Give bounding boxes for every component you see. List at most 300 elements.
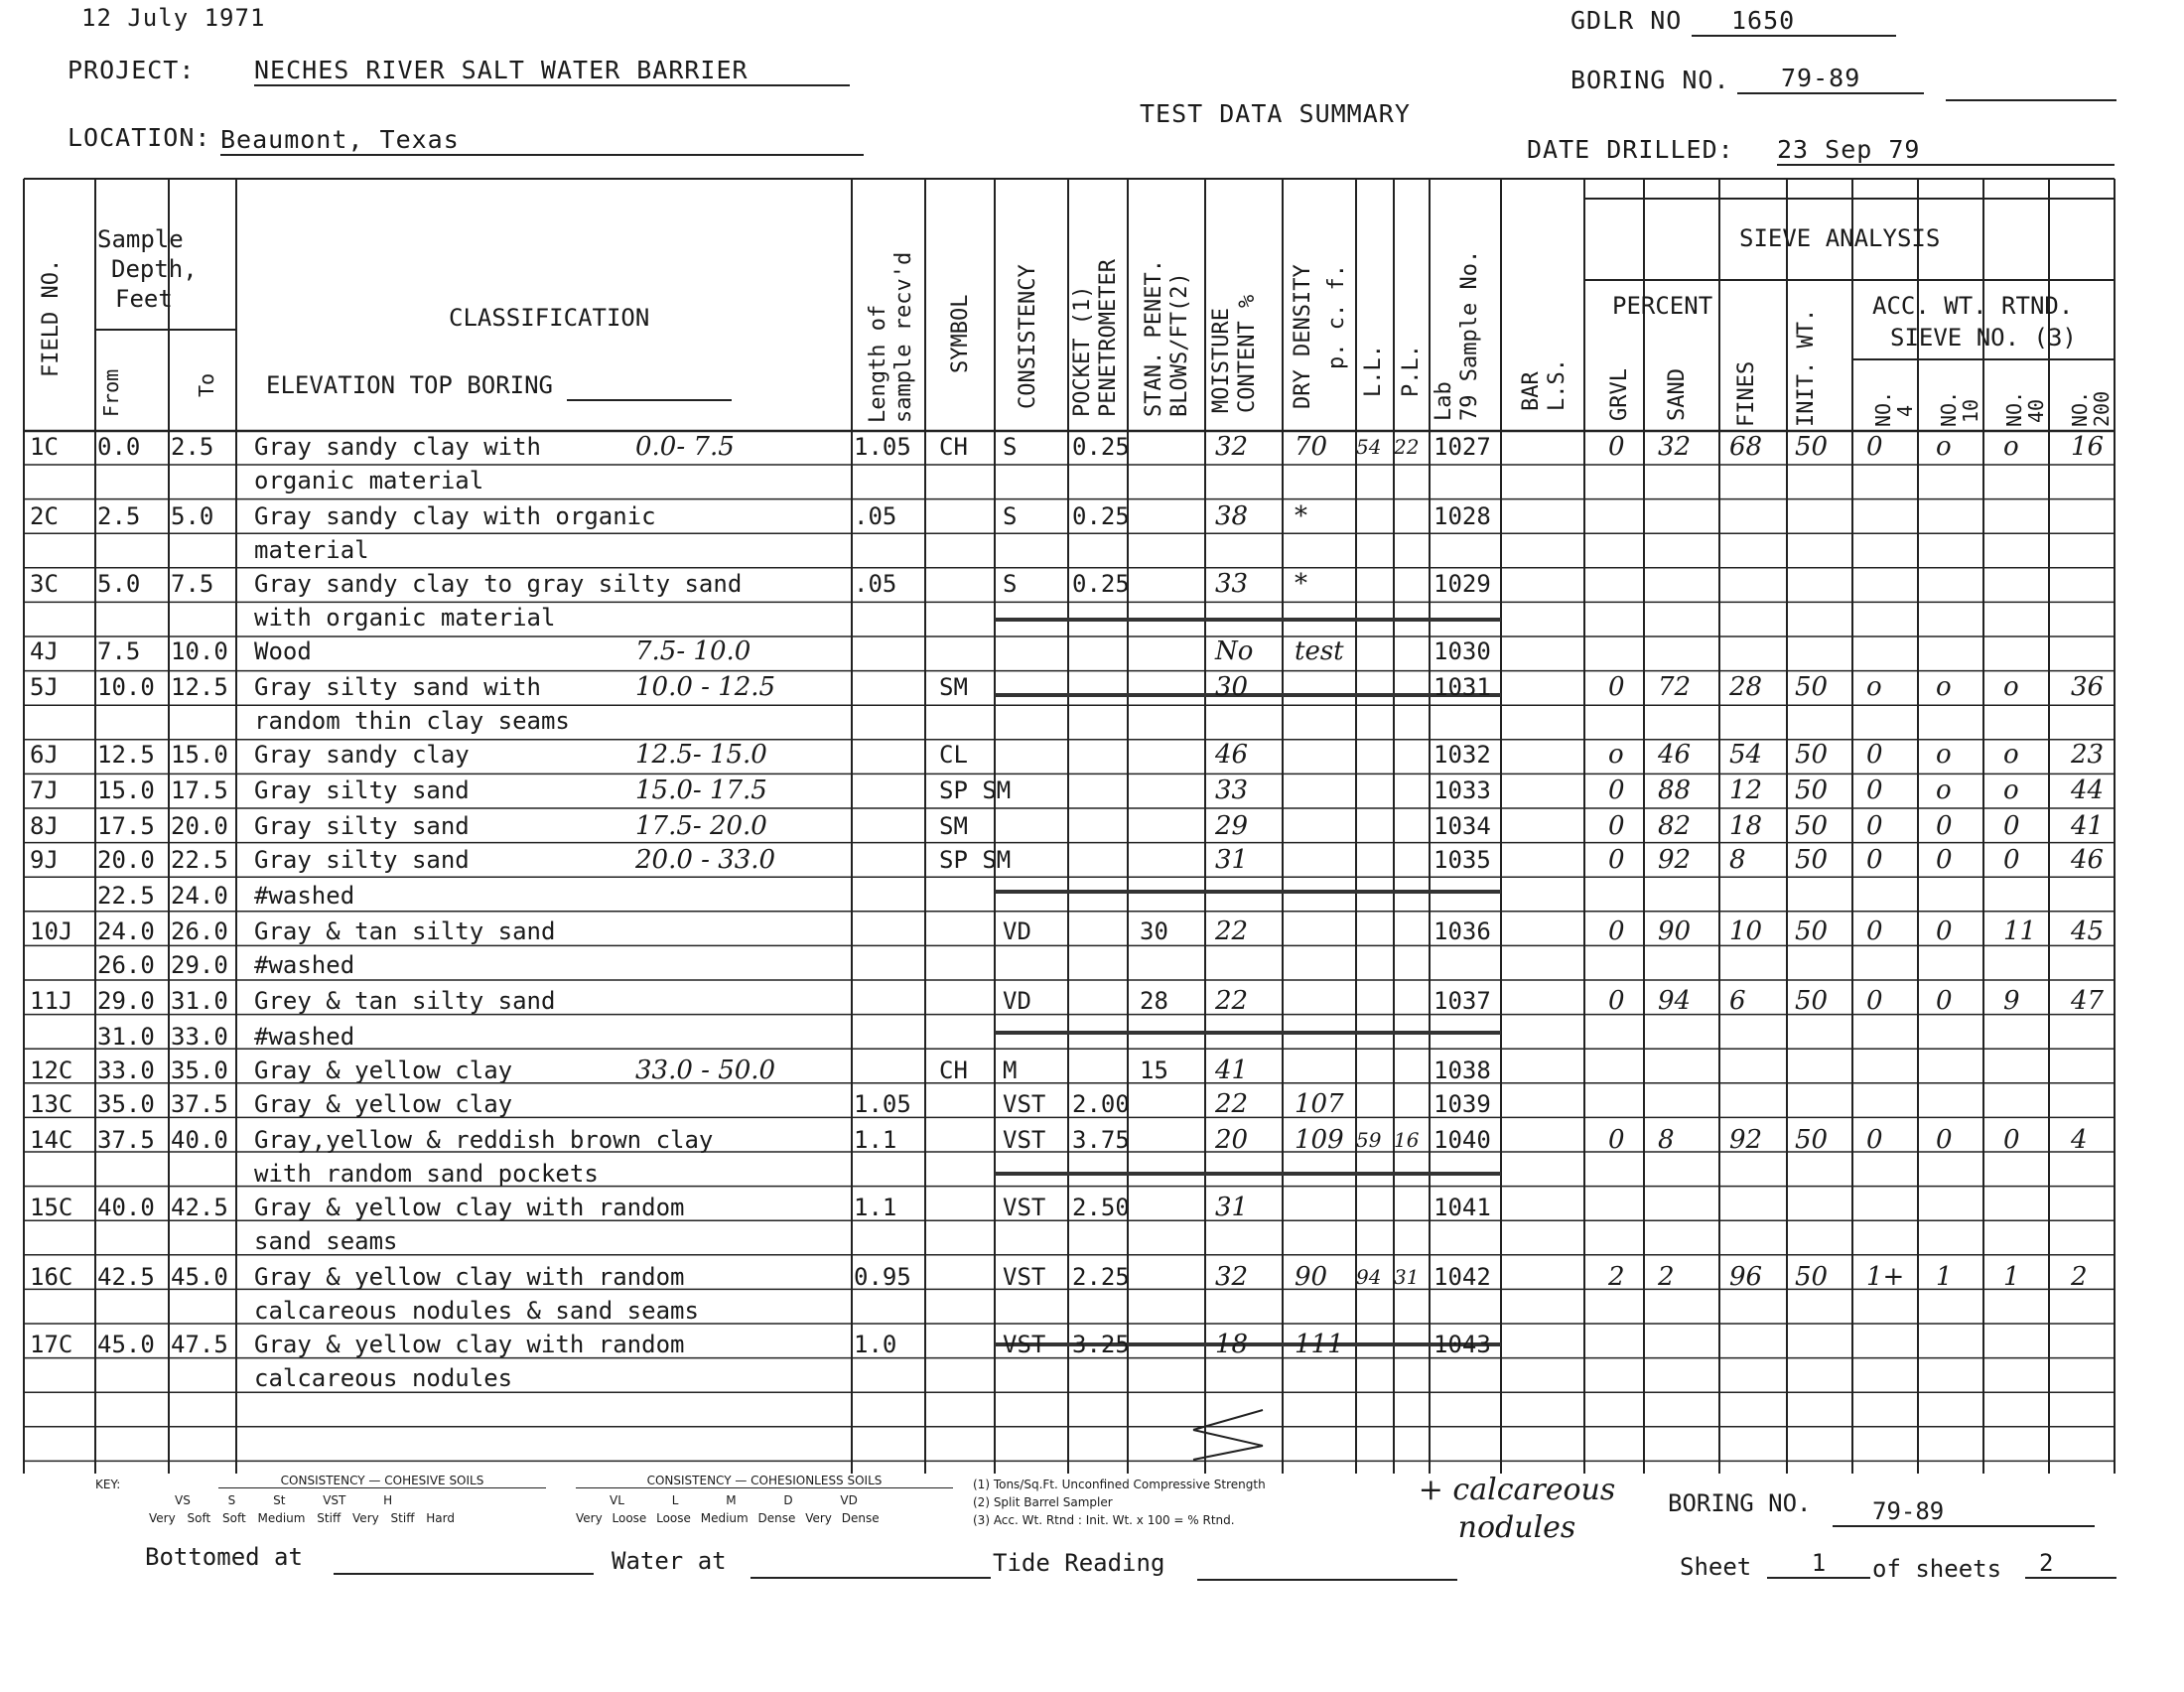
cell-field: 17C xyxy=(30,1331,73,1358)
cell-cls: Gray sandy clay with xyxy=(254,433,541,461)
cell-mc: 20 xyxy=(1215,1125,1249,1155)
cell-from: 42.5 xyxy=(97,1263,155,1291)
cell-grvl: 2 xyxy=(1608,1262,1625,1292)
col-acc-wt: ACC. WT. RTND. SIEVE NO. (3) xyxy=(1872,292,2077,352)
cell-dd: 111 xyxy=(1295,1330,1344,1359)
cohesive-title: CONSISTENCY — COHESIVE SOILS xyxy=(218,1474,546,1488)
footer-boring-label: BORING NO. xyxy=(1668,1489,1812,1517)
cell-grvl: 0 xyxy=(1608,672,1625,702)
cell-mc: 30 xyxy=(1215,672,1249,702)
grid-line xyxy=(1193,1446,1263,1460)
cell-pocket: 2.00 xyxy=(1072,1090,1130,1118)
cell-classification-line2: calcareous nodules & sand seams xyxy=(254,1297,699,1325)
cell-n4: 0 xyxy=(1866,845,1883,875)
col-moisture: MOISTURE CONTENT % xyxy=(1209,294,1260,413)
cell-lab: 1035 xyxy=(1433,846,1491,874)
cell-lab: 1033 xyxy=(1433,776,1491,804)
cell-pl: 31 xyxy=(1394,1265,1420,1289)
cell-to: 17.5 xyxy=(171,776,228,804)
cell-fines: 96 xyxy=(1729,1262,1763,1292)
cell-field: 10J xyxy=(30,917,73,945)
cell-len: 1.05 xyxy=(854,1090,911,1118)
cell-dd: 109 xyxy=(1295,1125,1344,1155)
cell-n10: 1 xyxy=(1936,1262,1953,1292)
cell-lab: 1031 xyxy=(1433,673,1491,701)
boring-number: 79-89 xyxy=(1737,64,1924,94)
cell-field: 9J xyxy=(30,846,59,874)
footnote-1: (1) Tons/Sq.Ft. Unconfined Compressive Strength xyxy=(973,1478,1266,1491)
col-init-wt: INIT. WT. xyxy=(1794,308,1819,427)
cell-lab: 1037 xyxy=(1433,987,1491,1015)
cell-len: .05 xyxy=(854,570,897,598)
col-classification: CLASSIFICATION xyxy=(449,304,650,332)
gdlr-label: GDLR NO xyxy=(1570,6,1683,35)
cell-n10: o xyxy=(1936,672,1952,702)
cell-mc: 46 xyxy=(1215,740,1249,770)
cell-classification-line2: material xyxy=(254,536,369,564)
cell-fines: 8 xyxy=(1729,845,1746,875)
cell-field: 1C xyxy=(30,433,59,461)
cell-lab: 1032 xyxy=(1433,741,1491,769)
cell-sym: CL xyxy=(939,741,968,769)
cell-note: 17.5- 20.0 xyxy=(635,811,767,841)
col-elevation: ELEVATION TOP BORING xyxy=(266,371,732,401)
cell-cls: Gray sandy clay xyxy=(254,741,470,769)
cell-cls: Gray & yellow clay with random xyxy=(254,1263,685,1291)
cell-n200: 47 xyxy=(2071,986,2105,1016)
cell-sand: 2 xyxy=(1658,1262,1675,1292)
cell-n200: 46 xyxy=(2071,845,2105,875)
cell-field: 7J xyxy=(30,776,59,804)
cell-cls: Wood xyxy=(254,637,312,665)
cell-n200: 45 xyxy=(2071,916,2105,946)
cell-mc: 32 xyxy=(1215,1262,1249,1292)
cell-n10: 0 xyxy=(1936,986,1953,1016)
cell-n40: 11 xyxy=(2003,916,2037,946)
cell-cls: Grey & tan silty sand xyxy=(254,987,556,1015)
cell-field: 6J xyxy=(30,741,59,769)
cell-fines: 10 xyxy=(1729,916,1763,946)
col-fines: FINES xyxy=(1734,360,1759,427)
cell-cls: Gray & yellow clay xyxy=(254,1057,513,1084)
cell-len: 1.1 xyxy=(854,1126,897,1154)
cell-sand: 8 xyxy=(1658,1125,1675,1155)
cell-n200: 44 xyxy=(2071,776,2105,805)
tide-label: Tide Reading xyxy=(993,1549,1165,1577)
cell-pocket: 0.25 xyxy=(1072,433,1130,461)
cell-sand: 94 xyxy=(1658,986,1692,1016)
location-label: LOCATION: xyxy=(68,123,211,152)
col-symbol: SYMBOL xyxy=(948,294,973,373)
cell-init: 50 xyxy=(1795,672,1829,702)
cell-n200: 41 xyxy=(2071,811,2105,841)
cell-field: 13C xyxy=(30,1090,73,1118)
cell-to: 7.5 xyxy=(171,570,214,598)
cell-from: 5.0 xyxy=(97,570,141,598)
cell-n4: 0 xyxy=(1866,986,1883,1016)
cell-to: 35.0 xyxy=(171,1057,228,1084)
cell-init: 50 xyxy=(1795,811,1829,841)
cell-n4: 1+ xyxy=(1866,1262,1905,1292)
cell-n40: 0 xyxy=(2003,845,2020,875)
cell-to: 12.5 xyxy=(171,673,228,701)
cohesive-words: Very Soft Soft Medium Stiff Very Stiff Hard xyxy=(149,1511,455,1525)
cell-grvl: 0 xyxy=(1608,986,1625,1016)
cell-to: 45.0 xyxy=(171,1263,228,1291)
col-sieve-analysis: SIEVE ANALYSIS xyxy=(1739,224,1941,252)
date-drilled-value: 23 Sep 79 xyxy=(1777,135,2115,166)
cell-mc: 31 xyxy=(1215,1193,1249,1222)
cell-lab: 1029 xyxy=(1433,570,1491,598)
cell-init: 50 xyxy=(1795,916,1829,946)
cell-from: 24.0 xyxy=(97,917,155,945)
grid-line xyxy=(1193,1430,1263,1446)
cell-cls: Gray & yellow clay with random xyxy=(254,1194,685,1221)
cell-from: 7.5 xyxy=(97,637,141,665)
col-no40: NO. 40 xyxy=(2002,390,2048,427)
cell-note: 33.0 - 50.0 xyxy=(635,1056,776,1085)
cell-from: 35.0 xyxy=(97,1090,155,1118)
project-label: PROJECT: xyxy=(68,56,196,84)
cell-grvl: 0 xyxy=(1608,776,1625,805)
cell-init: 50 xyxy=(1795,986,1829,1016)
cell-fines: 18 xyxy=(1729,811,1763,841)
cell-init: 50 xyxy=(1795,432,1829,462)
cell-note: 20.0 - 33.0 xyxy=(635,845,776,875)
cell-cons: VD xyxy=(1003,917,1031,945)
cell-cls: Gray sandy clay with organic xyxy=(254,502,656,530)
cell-from: 20.0 xyxy=(97,846,155,874)
cell-n200: 16 xyxy=(2071,432,2105,462)
cell-fines: 92 xyxy=(1729,1125,1763,1155)
cell-pocket: 2.25 xyxy=(1072,1263,1130,1291)
cell-from: 17.5 xyxy=(97,812,155,840)
cell-n200: 2 xyxy=(2071,1262,2088,1292)
cell-grvl: o xyxy=(1608,740,1624,770)
cell-cls: Gray silty sand with xyxy=(254,673,541,701)
cell-cons: M xyxy=(1003,1057,1018,1084)
cell-mc: 22 xyxy=(1215,1089,1249,1119)
cell-cls: #washed xyxy=(254,951,355,979)
cell-fines: 12 xyxy=(1729,776,1763,805)
cell-n10: 0 xyxy=(1936,1125,1953,1155)
cell-cls: Gray,yellow & reddish brown clay xyxy=(254,1126,714,1154)
cell-sand: 90 xyxy=(1658,916,1692,946)
col-pl: P.L. xyxy=(1399,345,1424,397)
cell-init: 50 xyxy=(1795,845,1829,875)
footnote-3: (3) Acc. Wt. Rtnd : Init. Wt. x 100 = % Rtnd. xyxy=(973,1513,1235,1527)
col-dry-density: DRY DENSITY p. c. f. xyxy=(1291,264,1349,409)
col-field-no: FIELD NO. xyxy=(39,258,64,377)
tide-field xyxy=(1197,1579,1457,1581)
col-to: To xyxy=(195,372,218,397)
cell-n4: 0 xyxy=(1866,740,1883,770)
cell-init: 50 xyxy=(1795,1262,1829,1292)
cell-to: 24.0 xyxy=(171,882,228,910)
cell-n10: o xyxy=(1936,776,1952,805)
cell-mc: 31 xyxy=(1215,845,1249,875)
cell-field: 15C xyxy=(30,1194,73,1221)
water-label: Water at xyxy=(612,1547,727,1575)
cell-pl: 22 xyxy=(1394,435,1420,459)
cohesive-codes: VS S St VST H xyxy=(175,1493,393,1507)
cell-sym: SM xyxy=(939,673,968,701)
cell-classification-line2: with random sand pockets xyxy=(254,1160,599,1188)
cell-dd: test xyxy=(1295,636,1344,666)
cell-sand: 32 xyxy=(1658,432,1692,462)
cell-dd: * xyxy=(1295,569,1307,599)
cell-sand: 88 xyxy=(1658,776,1692,805)
col-percent: PERCENT xyxy=(1612,292,1713,320)
cell-lab: 1027 xyxy=(1433,433,1491,461)
cell-n4: o xyxy=(1866,672,1882,702)
cell-cons: S xyxy=(1003,570,1018,598)
cell-sym: SM xyxy=(939,812,968,840)
cell-lab: 1028 xyxy=(1433,502,1491,530)
cell-cls: Gray & tan silty sand xyxy=(254,917,556,945)
cell-pocket: 2.50 xyxy=(1072,1194,1130,1221)
cell-lab: 1038 xyxy=(1433,1057,1491,1084)
cell-sym: SP SM xyxy=(939,846,1012,874)
cell-cons: VST xyxy=(1003,1331,1046,1358)
col-sand: SAND xyxy=(1665,368,1690,421)
cell-cls: Gray sandy clay to gray silty sand xyxy=(254,570,743,598)
cell-len: .05 xyxy=(854,502,897,530)
cell-classification-line2: calcareous nodules xyxy=(254,1364,513,1392)
cell-from: 33.0 xyxy=(97,1057,155,1084)
cell-dd: 70 xyxy=(1295,432,1328,462)
cell-note: 0.0- 7.5 xyxy=(635,432,735,462)
cell-ll: 59 xyxy=(1356,1128,1382,1152)
cell-mc: 22 xyxy=(1215,986,1249,1016)
col-ll: L.L. xyxy=(1361,345,1386,397)
sheet-number: 1 xyxy=(1767,1549,1870,1579)
col-pocket: POCKET (1) PENETROMETER xyxy=(1070,259,1121,417)
gdlr-number: 1650 xyxy=(1692,6,1896,37)
cell-cls: #washed xyxy=(254,882,355,910)
bottomed-field xyxy=(334,1573,594,1575)
cell-len: 1.0 xyxy=(854,1331,897,1358)
cell-n40: o xyxy=(2003,740,2019,770)
cell-note: 12.5- 15.0 xyxy=(635,740,767,770)
cell-lab: 1036 xyxy=(1433,917,1491,945)
cell-to: 31.0 xyxy=(171,987,228,1015)
cell-cons: VST xyxy=(1003,1263,1046,1291)
cell-pl: 16 xyxy=(1394,1128,1420,1152)
cell-from: 29.0 xyxy=(97,987,155,1015)
cell-classification-line2: sand seams xyxy=(254,1227,398,1255)
cell-sand: 82 xyxy=(1658,811,1692,841)
cell-cls: #washed xyxy=(254,1023,355,1051)
footer-boring-number: 79-89 xyxy=(1833,1497,2095,1527)
cell-mc: 41 xyxy=(1215,1056,1249,1085)
bottomed-label: Bottomed at xyxy=(145,1543,303,1571)
footnote-2: (2) Split Barrel Sampler xyxy=(973,1495,1113,1509)
cell-cls: Gray silty sand xyxy=(254,776,470,804)
cell-fines: 28 xyxy=(1729,672,1763,702)
cell-mc: 18 xyxy=(1215,1330,1249,1359)
cell-to: 10.0 xyxy=(171,637,228,665)
document-date: 12 July 1971 xyxy=(81,4,266,32)
cell-classification-line2: with organic material xyxy=(254,604,556,632)
cell-n4: 0 xyxy=(1866,1125,1883,1155)
cell-dd: 90 xyxy=(1295,1262,1328,1292)
cell-n4: 0 xyxy=(1866,776,1883,805)
cell-n40: 0 xyxy=(2003,811,2020,841)
cell-grvl: 0 xyxy=(1608,432,1625,462)
col-consistency: CONSISTENCY xyxy=(1016,264,1040,409)
cell-sand: 46 xyxy=(1658,740,1692,770)
cell-to: 20.0 xyxy=(171,812,228,840)
cell-len: 1.05 xyxy=(854,433,911,461)
cell-ll: 54 xyxy=(1356,435,1382,459)
cell-n40: o xyxy=(2003,672,2019,702)
cell-from: 15.0 xyxy=(97,776,155,804)
cell-n10: 0 xyxy=(1936,811,1953,841)
cell-dd: * xyxy=(1295,501,1307,531)
cell-field: 14C xyxy=(30,1126,73,1154)
cell-len: 1.1 xyxy=(854,1194,897,1221)
cell-from: 45.0 xyxy=(97,1331,155,1358)
cell-lab: 1042 xyxy=(1433,1263,1491,1291)
cell-n200: 23 xyxy=(2071,740,2105,770)
cell-classification-line2: organic material xyxy=(254,467,484,494)
cell-to: 33.0 xyxy=(171,1023,228,1051)
cell-from: 2.5 xyxy=(97,502,141,530)
cell-stan: 28 xyxy=(1140,987,1168,1015)
cell-from: 26.0 xyxy=(97,951,155,979)
cell-grvl: 0 xyxy=(1608,811,1625,841)
date-drilled-label: DATE DRILLED: xyxy=(1527,135,1734,164)
cell-lab: 1030 xyxy=(1433,637,1491,665)
sheet-label: Sheet xyxy=(1680,1553,1752,1581)
cell-from: 40.0 xyxy=(97,1194,155,1221)
cell-cons: VST xyxy=(1003,1090,1046,1118)
cell-stan: 15 xyxy=(1140,1057,1168,1084)
cell-lab: 1040 xyxy=(1433,1126,1491,1154)
col-lab: Lab 79 Sample No. xyxy=(1432,249,1482,421)
cell-sand: 72 xyxy=(1658,672,1692,702)
col-length: Length of sample recv'd xyxy=(866,251,916,423)
cell-field: 16C xyxy=(30,1263,73,1291)
handwritten-note: + calcareous nodules xyxy=(1418,1473,1616,1545)
col-stan: STAN. PENET. BLOWS/FT(2) xyxy=(1142,259,1192,417)
boring-label: BORING NO. xyxy=(1570,66,1730,94)
cell-n40: 1 xyxy=(2003,1262,2020,1292)
col-sample-depth: Sample Depth, Feet xyxy=(97,225,198,313)
cell-mc: 32 xyxy=(1215,432,1249,462)
cell-mc: 33 xyxy=(1215,569,1249,599)
cell-init: 50 xyxy=(1795,740,1829,770)
cell-field: 4J xyxy=(30,637,59,665)
cell-fines: 54 xyxy=(1729,740,1763,770)
cell-field: 5J xyxy=(30,673,59,701)
cell-mc: 22 xyxy=(1215,916,1249,946)
location-value: Beaumont, Texas xyxy=(220,125,864,156)
cell-sym: CH xyxy=(939,1057,968,1084)
col-no10: NO. 10 xyxy=(1937,390,1982,427)
cell-grvl: 0 xyxy=(1608,1125,1625,1155)
cohesionless-title: CONSISTENCY — COHESIONLESS SOILS xyxy=(576,1474,953,1488)
cell-to: 22.5 xyxy=(171,846,228,874)
cell-lab: 1043 xyxy=(1433,1331,1491,1358)
cell-init: 50 xyxy=(1795,776,1829,805)
cell-to: 40.0 xyxy=(171,1126,228,1154)
cell-from: 0.0 xyxy=(97,433,141,461)
cell-lab: 1039 xyxy=(1433,1090,1491,1118)
cell-cons: VST xyxy=(1003,1126,1046,1154)
cell-to: 26.0 xyxy=(171,917,228,945)
cell-sym: SP SM xyxy=(939,776,1012,804)
cohesionless-words: Very Loose Loose Medium Dense Very Dense xyxy=(576,1511,880,1525)
cell-fines: 6 xyxy=(1729,986,1746,1016)
cell-n40: 0 xyxy=(2003,1125,2020,1155)
cell-cls: Gray silty sand xyxy=(254,846,470,874)
cell-pocket: 0.25 xyxy=(1072,570,1130,598)
cell-n10: 0 xyxy=(1936,916,1953,946)
cell-note: 7.5- 10.0 xyxy=(635,636,751,666)
cell-cons: VST xyxy=(1003,1194,1046,1221)
cell-stan: 30 xyxy=(1140,917,1168,945)
col-from: From xyxy=(99,368,123,417)
cell-n10: 0 xyxy=(1936,845,1953,875)
cell-to: 5.0 xyxy=(171,502,214,530)
cell-init: 50 xyxy=(1795,1125,1829,1155)
cell-from: 10.0 xyxy=(97,673,155,701)
cell-field: 2C xyxy=(30,502,59,530)
cell-mc: No xyxy=(1215,636,1254,666)
cohesionless-codes: VL L M D VD xyxy=(610,1493,858,1507)
cell-lab: 1034 xyxy=(1433,812,1491,840)
cell-n200: 4 xyxy=(2071,1125,2088,1155)
cell-pocket: 0.25 xyxy=(1072,502,1130,530)
cell-field: 8J xyxy=(30,812,59,840)
col-bar: BAR L.S. xyxy=(1519,358,1570,411)
cell-pocket: 3.25 xyxy=(1072,1331,1130,1358)
cell-n40: 9 xyxy=(2003,986,2020,1016)
cell-to: 2.5 xyxy=(171,433,214,461)
cell-mc: 38 xyxy=(1215,501,1249,531)
key-label: KEY: xyxy=(95,1478,121,1491)
cell-from: 12.5 xyxy=(97,741,155,769)
cell-grvl: 0 xyxy=(1608,845,1625,875)
cell-from: 37.5 xyxy=(97,1126,155,1154)
col-grvl: GRVL xyxy=(1607,368,1632,421)
cell-pocket: 3.75 xyxy=(1072,1126,1130,1154)
water-field xyxy=(751,1577,991,1579)
cell-cons: VD xyxy=(1003,987,1031,1015)
cell-cls: Gray & yellow clay with random xyxy=(254,1331,685,1358)
cell-cls: Gray & yellow clay xyxy=(254,1090,513,1118)
cell-n4: 0 xyxy=(1866,432,1883,462)
cell-ll: 94 xyxy=(1356,1265,1382,1289)
cell-len: 0.95 xyxy=(854,1263,911,1291)
cell-field: 12C xyxy=(30,1057,73,1084)
cell-to: 42.5 xyxy=(171,1194,228,1221)
cell-grvl: 0 xyxy=(1608,916,1625,946)
cell-note: 15.0- 17.5 xyxy=(635,776,767,805)
cell-from: 22.5 xyxy=(97,882,155,910)
cell-dd: 107 xyxy=(1295,1089,1344,1119)
cell-n40: o xyxy=(2003,432,2019,462)
cell-sand: 92 xyxy=(1658,845,1692,875)
cell-to: 37.5 xyxy=(171,1090,228,1118)
cell-cls: Gray silty sand xyxy=(254,812,470,840)
sheets-total: 2 xyxy=(2025,1549,2116,1579)
cell-field: 3C xyxy=(30,570,59,598)
cell-n40: o xyxy=(2003,776,2019,805)
cell-note: 10.0 - 12.5 xyxy=(635,672,776,702)
